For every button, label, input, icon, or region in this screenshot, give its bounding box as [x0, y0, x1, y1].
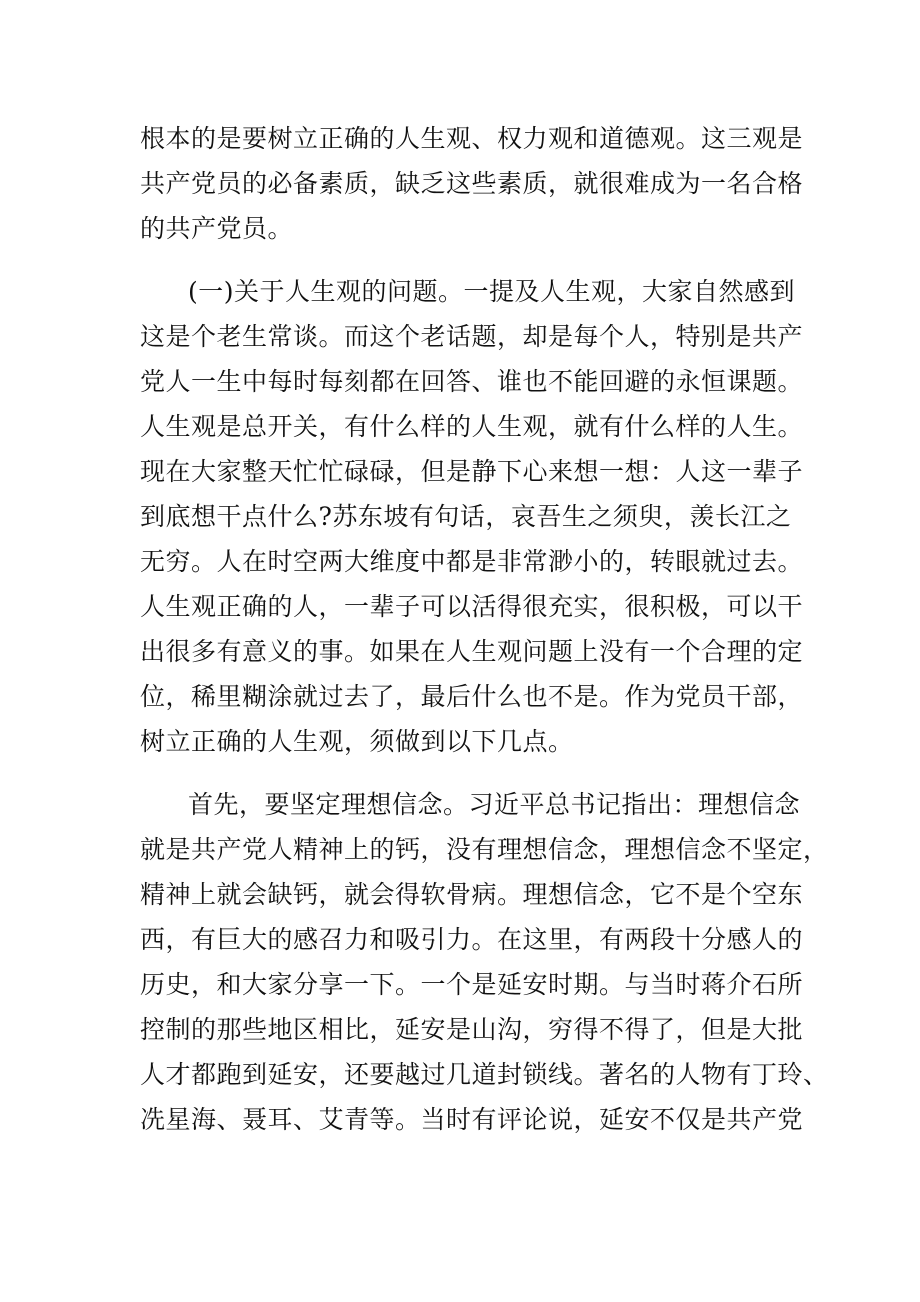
text-line: 现在大家整天忙忙碌碌，但是静下心来想一想：人这一辈子 — [140, 457, 804, 486]
text-line: 出很多有意义的事。如果在人生观问题上没有一个合理的定 — [140, 637, 804, 666]
text-line: 首先，要坚定理想信念。习近平总书记指出：理想信念 — [188, 790, 801, 819]
text-line: 树立正确的人生观，须做到以下几点。 — [140, 727, 574, 756]
text-line: 位，稀里糊涂就过去了，最后什么也不是。作为党员干部， — [140, 682, 804, 711]
paragraph-2 — [140, 269, 804, 764]
text-line: 根本的是要树立正确的人生观、权力观和道德观。这三观是 — [140, 124, 804, 153]
text-line: 控制的那些地区相比，延安是山沟，穷得不得了，但是大批 — [140, 1015, 804, 1044]
text-line: 精神上就会缺钙，就会得软骨病。理想信念，它不是个空东 — [140, 880, 804, 909]
text-line: 冼星海、聂耳、艾青等。当时有评论说，延安不仅是共产党 — [140, 1105, 804, 1134]
text-line: 人才都跑到延安，还要越过几道封锁线。著名的人物有丁玲、 — [140, 1060, 829, 1089]
text-line: 到底想干点什么?苏东坡有句话，哀吾生之须臾，羡长江之 — [140, 502, 792, 531]
text-line: 这是个老生常谈。而这个老话题，却是每个人，特别是共产 — [140, 322, 804, 351]
text-line: (一)关于人生观的问题。一提及人生观，大家自然感到 — [188, 277, 796, 306]
text-line: 的共产党员。 — [140, 214, 294, 243]
text-line: 无穷。人在时空两大维度中都是非常渺小的，转眼就过去。 — [140, 547, 804, 576]
text-line: 党人一生中每时每刻都在回答、谁也不能回避的永恒课题。 — [140, 367, 804, 396]
text-line: 共产党员的必备素质，缺乏这些素质，就很难成为一名合格 — [140, 169, 804, 198]
text-line: 西，有巨大的感召力和吸引力。在这里，有两段十分感人的 — [140, 925, 804, 954]
paragraph-1 — [140, 116, 804, 251]
text-line: 就是共产党人精神上的钙，没有理想信念，理想信念不坚定， — [140, 835, 829, 864]
document-body — [140, 116, 829, 1142]
paragraph-3 — [140, 782, 829, 1142]
text-line: 历史，和大家分享一下。一个是延安时期。与当时蒋介石所 — [140, 970, 804, 999]
text-line: 人生观正确的人，一辈子可以活得很充实，很积极，可以干 — [140, 592, 804, 621]
text-line: 人生观是总开关，有什么样的人生观，就有什么样的人生。 — [140, 412, 804, 441]
